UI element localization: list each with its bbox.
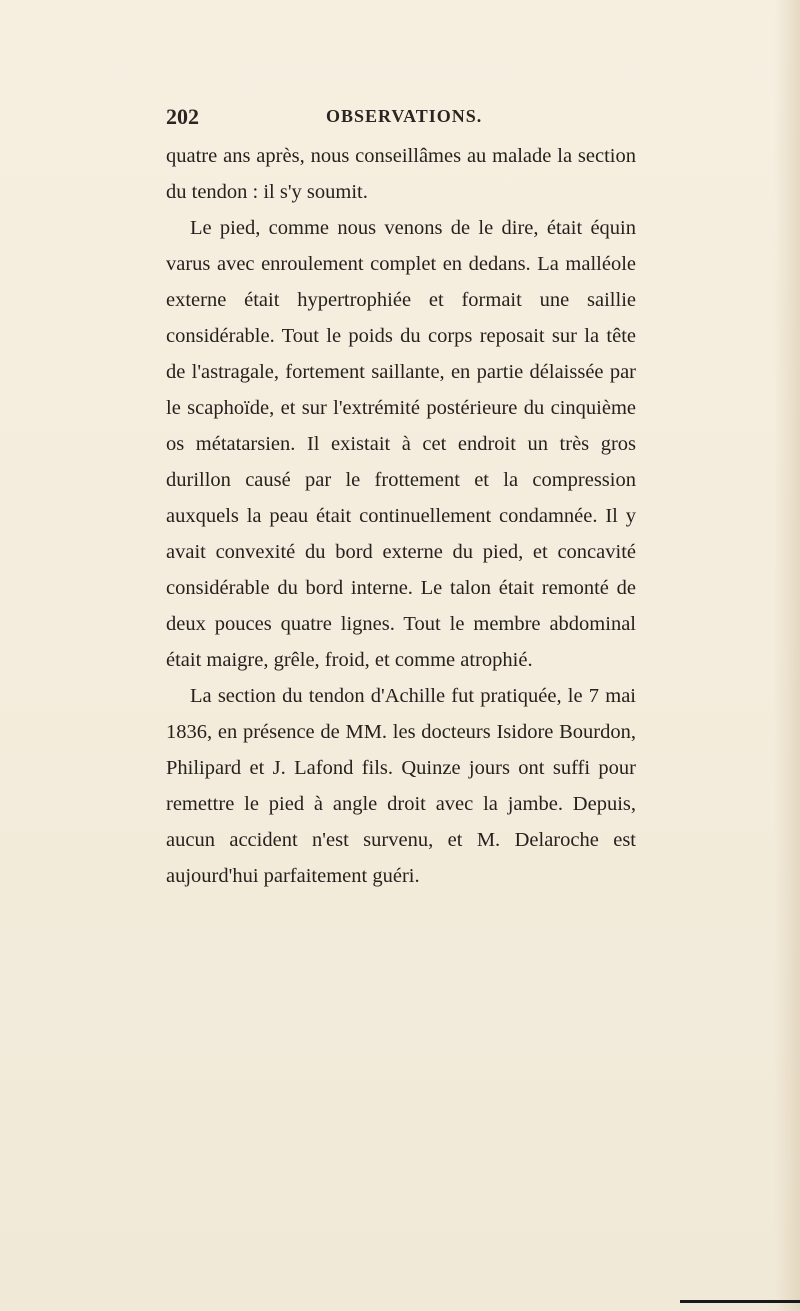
page-number: 202 bbox=[166, 104, 199, 129]
body-text bbox=[166, 138, 636, 894]
paragraph-2: Le pied, comme nous venons de le dire, était équin varus avec enroulement complet en dedans. La malléole externe était hypertrophiée et formait une saillie considérable. Tout le poids du corps reposait sur la tête de l'astragale, fortement saillante, en partie délaissée par le scaphoïde, et sur l'extrémité postérieure du cinquième os métatarsien. Il existait à cet endroit un très gros durillon causé par le frottement et la compression auxquels la peau était continuellement condamnée. Il y avait convexité du bord externe du pied, et concavité considérable du bord interne. Le talon était remonté de deux pouces quatre lignes. Tout le membre abdominal était maigre, grêle, froid, et comme atrophié. bbox=[166, 217, 636, 671]
page-edge-shadow bbox=[774, 0, 800, 1311]
paragraph-1: quatre ans après, nous conseillâmes au malade la section du tendon : il s'y soumit. bbox=[166, 145, 636, 203]
running-title: OBSERVATIONS. bbox=[326, 106, 483, 126]
running-head bbox=[160, 104, 640, 134]
bottom-edge-mark bbox=[680, 1300, 800, 1303]
paragraph-3: La section du tendon d'Achille fut pratiquée, le 7 mai 1836, en présence de MM. les docteurs Isidore Bourdon, Philipard et J. Lafond fils. Quinze jours ont suffi pour remettre le pied à angle droit avec la jambe. Depuis, aucun accident n'est survenu, et M. Delaroche est aujourd'hui parfaitement guéri. bbox=[166, 685, 636, 887]
